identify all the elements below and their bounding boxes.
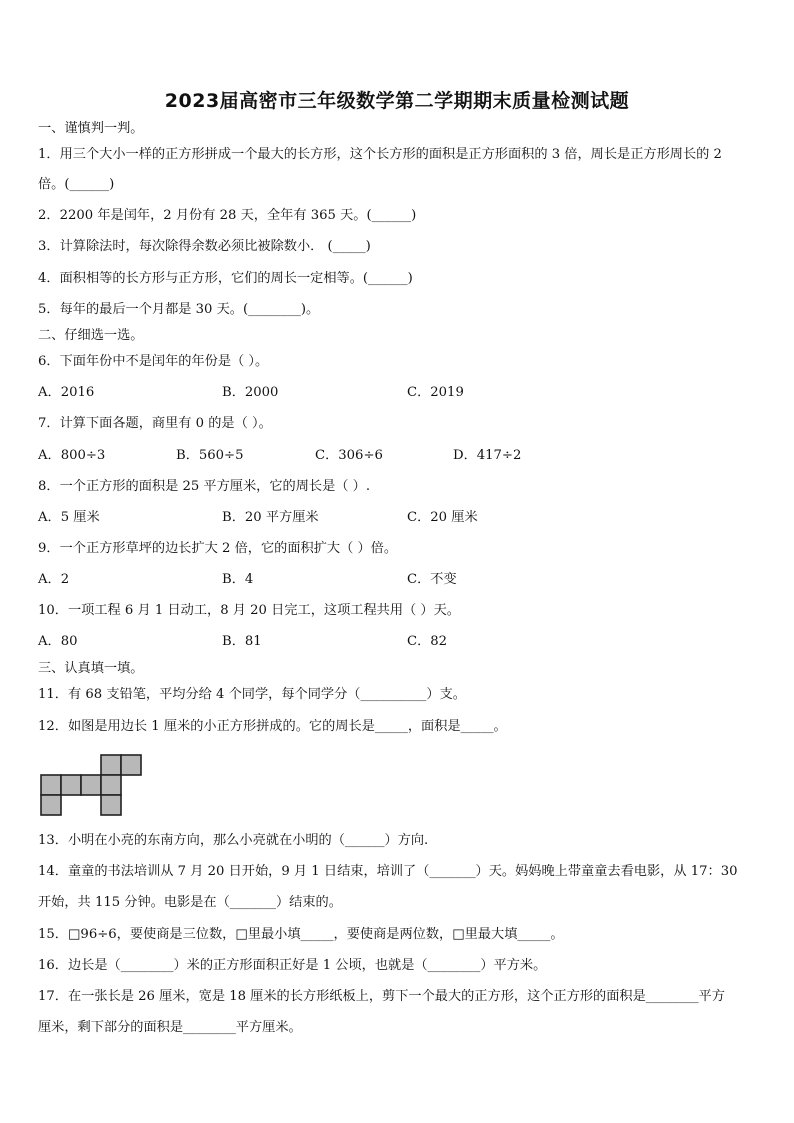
- question-9-option-c: C．不变: [407, 572, 457, 587]
- square-tiles-figure: [40, 754, 144, 816]
- question-6-option-c: C．2019: [407, 385, 464, 400]
- tile: [41, 795, 61, 815]
- question-11: 11．有 68 支铅笔，平均分给 4 个同学，每个同学分（__________）支。: [38, 687, 466, 702]
- tile: [101, 795, 121, 815]
- question-7-option-a: A．800÷3: [38, 448, 106, 463]
- question-9-stem: 9．一个正方形草坪的边长扩大 2 倍，它的面积扩大（ ）倍。: [38, 541, 398, 556]
- question-5: 5．每年的最后一个月都是 30 天。(________)。: [38, 302, 320, 317]
- question-10-option-a: A．80: [38, 634, 78, 649]
- tile: [101, 775, 121, 795]
- question-8-option-a: A．5 厘米: [38, 510, 100, 525]
- question-15: 15．□96÷6，要使商是三位数，□里最小填_____，要使商是两位数，□里最大填_____。: [38, 927, 564, 942]
- question-2: 2．2200 年是闰年，2 月份有 28 天，全年有 365 天。(______): [38, 208, 417, 223]
- question-14-line-2: 开始，共 115 分钟。电影是在（_______）结束的。: [38, 895, 342, 910]
- question-9-option-a: A．2: [38, 572, 70, 587]
- question-17-line-1: 17．在一张长是 26 厘米，宽是 18 厘米的长方形纸板上，剪下一个最大的正方形，这个正方形的面积是________平方: [38, 989, 725, 1004]
- question-10-option-b: B．81: [222, 634, 262, 649]
- question-10-stem: 10．一项工程 6 月 1 日动工，8 月 20 日完工，这项工程共用（ ）天。: [38, 603, 460, 618]
- question-6-stem: 6．下面年份中不是闰年的年份是（ ）。: [38, 354, 269, 369]
- tile: [41, 775, 61, 795]
- section-heading-fill: 三、认真填一填。: [38, 661, 144, 676]
- question-8-stem: 8．一个正方形的面积是 25 平方厘米，它的周长是（ ）.: [38, 479, 371, 494]
- question-4: 4．面积相等的长方形与正方形，它们的周长一定相等。(______): [38, 271, 413, 286]
- question-12: 12．如图是用边长 1 厘米的小正方形拼成的。它的周长是_____，面积是_____。: [38, 719, 507, 734]
- tile: [101, 755, 121, 775]
- page-title: 2023届高密市三年级数学第二学期期末质量检测试题: [164, 90, 630, 112]
- question-8-option-c: C．20 厘米: [407, 510, 478, 525]
- question-9-option-b: B．4: [222, 572, 254, 587]
- question-10-option-c: C．82: [407, 634, 448, 649]
- tile: [81, 775, 101, 795]
- question-1-line-1: 1．用三个大小一样的正方形拼成一个最大的长方形，这个长方形的面积是正方形面积的 3 倍，周长是正方形周长的 2: [38, 147, 722, 162]
- question-7-stem: 7．计算下面各题，商里有 0 的是（ ）。: [38, 416, 272, 431]
- question-7-option-b: B．560÷5: [176, 448, 244, 463]
- question-7-option-c: C．306÷6: [315, 448, 383, 463]
- question-6-option-b: B．2000: [222, 385, 279, 400]
- question-17-line-2: 厘米，剩下部分的面积是________平方厘米。: [38, 1020, 302, 1035]
- tile: [61, 775, 81, 795]
- tile: [121, 755, 141, 775]
- question-6-option-a: A．2016: [38, 385, 95, 400]
- section-heading-choose: 二、仔细选一选。: [38, 328, 144, 343]
- question-8-option-b: B．20 平方厘米: [222, 510, 319, 525]
- square-tiles-svg: [40, 754, 144, 816]
- question-3: 3．计算除法时，每次除得余数必须比被除数小． (_____): [38, 239, 371, 254]
- question-14-line-1: 14．童童的书法培训从 7 月 20 日开始，9 月 1 日结束，培训了（_______）天。妈妈晚上带童童去看电影，从 17：30: [38, 864, 738, 879]
- question-16: 16．边长是（________）米的正方形面积正好是 1 公顷，也就是（________）平方米。: [38, 958, 547, 973]
- question-1-line-2: 倍。(______): [38, 177, 115, 192]
- section-heading-judge: 一、谨慎判一判。: [38, 121, 144, 136]
- question-7-option-d: D．417÷2: [453, 448, 522, 463]
- question-13: 13．小明在小亮的东南方向，那么小亮就在小明的（______）方向.: [38, 833, 429, 848]
